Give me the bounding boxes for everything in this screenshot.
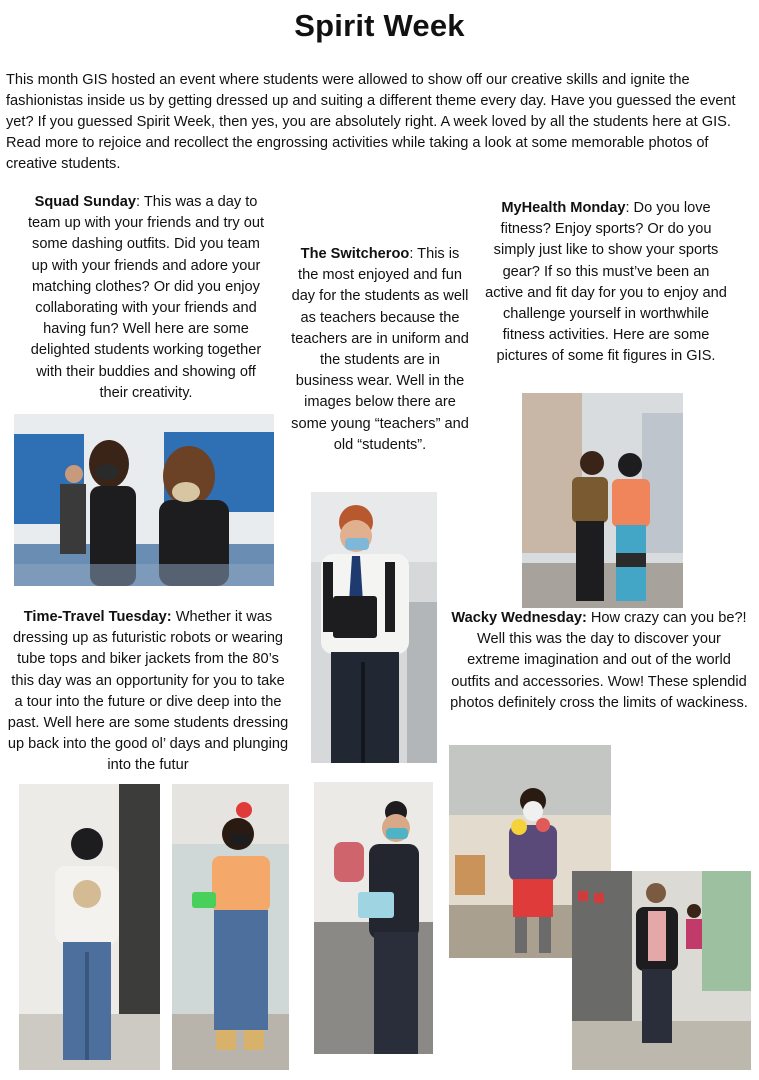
time-travel-tuesday-text: Whether it was dressing up as futuristic robots or wearing tube tops and biker jackets from the 80’s this day was an opportunity for you to take a tour into the future or dive deep into the past. Well here are some students dressing up back into the good ol’ days and plunging into the futur xyxy=(7,609,289,774)
time-travel-tuesday-heading: Time-Travel Tuesday: xyxy=(23,609,172,625)
intro-paragraph: This month GIS hosted an event where students were allowed to show off our creative skills and ignite the fashionistas inside us by getting dressed up and suiting a different theme every day. Have you guessed the event yet? If you guessed Spirit Week, then yes, you are absolutely right. A week loved by all the students here at GIS. Read more to rejoice and recollect the engrossing activities while taking a look at some memorable photos of creative students. xyxy=(6,72,736,172)
myhealth-monday-heading: MyHealth Monday xyxy=(501,200,626,216)
wacky-wednesday-text: How crazy can you be?! Well this was the day to discover your extreme imagination and out of the world outfits and accessories. Wow! These splendid photos definitely cross the limits of wackiness. xyxy=(450,610,748,711)
page-title: Spirit Week xyxy=(294,8,465,43)
squad-sunday-text: : This was a day to team up with your friends and try out some dashing outfits. Did you team up with your friends and adore your matching clothes? Or did you enjoy collaborating with your friends and having fun? Well here are some delighted students working together with their buddies and showing off their creativity. xyxy=(27,194,265,401)
switcheroo-photo-1 xyxy=(311,492,437,763)
myhealth-monday-blurb xyxy=(484,198,728,368)
switcheroo-blurb xyxy=(290,244,470,456)
time-travel-tuesday-photo-1 xyxy=(19,784,160,1070)
switcheroo-heading: The Switcheroo xyxy=(300,246,410,262)
wacky-wednesday-photo-2 xyxy=(572,871,751,1070)
time-travel-tuesday-photo-2 xyxy=(172,784,289,1070)
myhealth-monday-text: : Do you love fitness? Enjoy sports? Or do you simply just like to show your sports gear? If so this must’ve been an active and fit day for you to enjoy and challenge yourself in worthwhile fitness activities. Here are some pictures of some fit figures in GIS. xyxy=(485,200,727,365)
squad-sunday-heading: Squad Sunday xyxy=(34,194,136,210)
squad-sunday-photo xyxy=(14,414,274,586)
time-travel-tuesday-blurb xyxy=(6,607,290,777)
wacky-wednesday-heading: Wacky Wednesday: xyxy=(451,610,587,626)
myhealth-monday-photo xyxy=(522,393,683,608)
switcheroo-text: : This is the most enjoyed and fun day for the students as well as teachers because the teachers are in uniform and the students are in business wear. Well in the images below there are some young “teachers” and old “students”. xyxy=(291,246,469,453)
switcheroo-photo-2 xyxy=(314,782,433,1054)
squad-sunday-blurb xyxy=(26,192,266,404)
wacky-wednesday-blurb xyxy=(450,608,748,714)
